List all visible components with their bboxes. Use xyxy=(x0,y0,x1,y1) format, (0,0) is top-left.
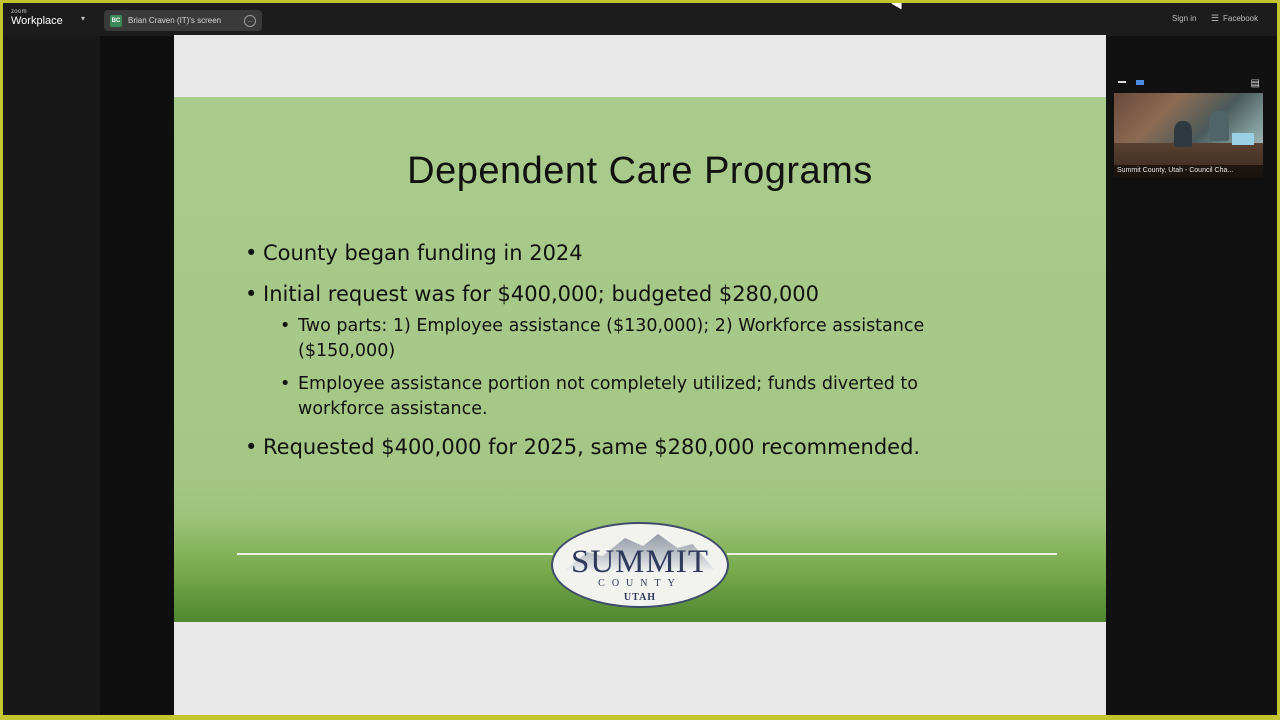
participant-name-label: Summit County, Utah - Council Cha... xyxy=(1114,165,1263,177)
video-person xyxy=(1174,121,1192,147)
bullet-item: • Initial request was for $400,000; budgeted $280,000 xyxy=(245,281,1005,308)
summit-county-seal xyxy=(551,522,729,608)
rss-icon: ☰ xyxy=(1211,13,1220,23)
participant-video-thumbnail[interactable] xyxy=(1114,93,1263,177)
top-bar xyxy=(0,0,1280,36)
logo-main-text: Workplace xyxy=(11,15,63,27)
left-panel xyxy=(3,36,100,715)
video-thumb-toolbar xyxy=(1112,78,1264,92)
screen-share-tab[interactable] xyxy=(104,10,262,31)
sign-in-link[interactable]: Sign in xyxy=(1172,14,1197,23)
seal-summit-text: SUMMIT xyxy=(570,544,710,580)
video-person xyxy=(1209,111,1229,141)
divider-line-right xyxy=(727,553,1057,555)
chevron-down-icon[interactable]: ▾ xyxy=(81,14,86,23)
more-options-icon[interactable]: ... xyxy=(244,15,256,27)
logo-small-text: zoom xyxy=(11,9,27,15)
video-status-icon[interactable] xyxy=(1136,80,1144,85)
bullet-item: • Requested $400,000 for 2025, same $280,000 recommended. xyxy=(245,434,1005,461)
minimize-icon[interactable] xyxy=(1118,81,1126,83)
user-initials-badge: BC xyxy=(110,15,122,27)
screen-share-label: Brian Craven (IT)'s screen xyxy=(128,16,222,25)
slide-bullet-list xyxy=(245,240,1005,475)
left-letterbox xyxy=(100,36,174,715)
zoom-workplace-logo[interactable] xyxy=(11,9,63,27)
layout-icon[interactable]: ▤ xyxy=(1250,78,1260,89)
facebook-link[interactable]: Facebook xyxy=(1223,14,1259,23)
sub-bullet-item: • Employee assistance portion not completely utilized; funds diverted to workforce assistance. xyxy=(280,372,1005,422)
sub-bullet-item: • Two parts: 1) Employee assistance ($130,000); 2) Workforce assistance ($150,000) xyxy=(280,314,1005,364)
seal-county-text: COUNTY xyxy=(598,578,682,589)
slide-title: Dependent Care Programs xyxy=(407,150,873,192)
divider-line-left xyxy=(237,553,553,555)
seal-state-text: UTAH xyxy=(623,592,657,603)
bullet-item: • County began funding in 2024 xyxy=(245,240,1005,267)
mouse-cursor-icon xyxy=(891,0,906,12)
video-monitor xyxy=(1232,133,1254,145)
